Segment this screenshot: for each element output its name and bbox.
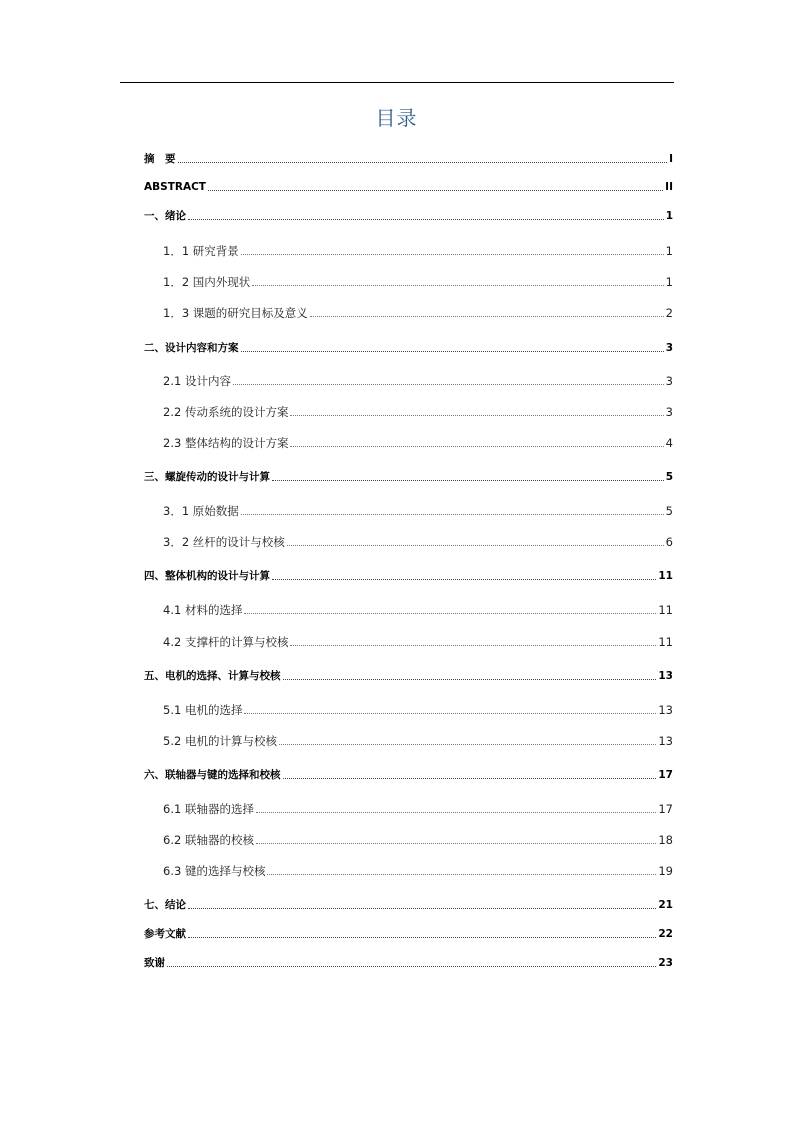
dot-leader xyxy=(267,874,656,875)
toc-entry-label: 2.2 传动系统的设计方案 xyxy=(163,405,289,419)
toc-entry[interactable] xyxy=(163,728,673,748)
toc-entry-page: 17 xyxy=(658,769,673,781)
dot-leader xyxy=(272,579,656,580)
toc-entry-page: 3 xyxy=(665,342,673,354)
toc-entry-page: II xyxy=(665,181,673,193)
toc-entry-page: 1 xyxy=(665,244,673,258)
toc-entry[interactable] xyxy=(144,663,673,683)
header-rule xyxy=(120,82,674,83)
toc-entry[interactable] xyxy=(163,629,673,649)
toc-entry[interactable] xyxy=(163,498,673,518)
toc-entry[interactable] xyxy=(163,269,673,289)
dot-leader xyxy=(279,744,656,745)
toc-entry-page: 13 xyxy=(658,703,673,717)
toc-entry-label: 5.1 电机的选择 xyxy=(163,703,243,717)
toc-entry-label: 6.2 联轴器的校核 xyxy=(163,833,254,847)
toc-entry-label: 3．1 原始数据 xyxy=(163,504,239,518)
toc-entry[interactable] xyxy=(144,950,673,970)
toc-entry-label: 一、绪论 xyxy=(144,210,186,222)
toc-entry-label: 二、设计内容和方案 xyxy=(144,342,239,354)
toc-entry[interactable] xyxy=(144,892,673,912)
toc-entry[interactable] xyxy=(163,858,673,878)
toc-entry-page: 5 xyxy=(665,504,673,518)
dot-leader xyxy=(290,446,663,447)
toc-entry[interactable] xyxy=(144,464,673,484)
toc-entry-label: 三、螺旋传动的设计与计算 xyxy=(144,471,270,483)
toc-entry-label: 五、电机的选择、计算与校核 xyxy=(144,670,281,682)
toc-entry-page: 1 xyxy=(665,210,673,222)
toc-entry-label: 1．1 研究背景 xyxy=(163,244,239,258)
toc-entry-label: 4.1 材料的选择 xyxy=(163,603,243,617)
toc-entry[interactable] xyxy=(144,146,673,166)
toc-entry[interactable] xyxy=(163,597,673,617)
dot-leader xyxy=(256,812,656,813)
toc-entry-page: 22 xyxy=(658,928,673,940)
toc-entry-label: 七、结论 xyxy=(144,899,186,911)
toc-entry[interactable] xyxy=(163,796,673,816)
dot-leader xyxy=(188,908,656,909)
dot-leader xyxy=(167,966,656,967)
dot-leader xyxy=(178,162,668,163)
toc-entry-page: 13 xyxy=(658,670,673,682)
toc-entry[interactable] xyxy=(163,399,673,419)
toc-entry-page: 13 xyxy=(658,734,673,748)
toc-entry-page: 18 xyxy=(658,833,673,847)
toc-entry-label: 5.2 电机的计算与校核 xyxy=(163,734,277,748)
toc-entry-label: 摘 要 xyxy=(144,153,176,165)
toc-entry-page: 3 xyxy=(665,405,673,419)
toc-entry-label: 6.3 键的选择与校核 xyxy=(163,864,266,878)
toc-entry[interactable] xyxy=(163,529,673,549)
toc-entry[interactable] xyxy=(144,335,673,355)
toc-entry-label: 3．2 丝杆的设计与校核 xyxy=(163,535,285,549)
dot-leader xyxy=(233,384,664,385)
toc-entry-label: 1．3 课题的研究目标及意义 xyxy=(163,306,308,320)
dot-leader xyxy=(272,480,664,481)
toc-entry-page: 11 xyxy=(658,603,673,617)
toc-entry-page: 1 xyxy=(665,275,673,289)
toc-entry-label: ABSTRACT xyxy=(144,181,206,193)
toc-entry[interactable] xyxy=(163,300,673,320)
dot-leader xyxy=(241,514,664,515)
toc-entry-page: 11 xyxy=(658,635,673,649)
toc-entry[interactable] xyxy=(144,174,673,194)
toc-entry[interactable] xyxy=(163,697,673,717)
dot-leader xyxy=(241,351,664,352)
toc-title: 目录 xyxy=(375,106,418,130)
toc-entry-label: 四、整体机构的设计与计算 xyxy=(144,570,270,582)
toc-entry-page: I xyxy=(669,153,673,165)
toc-entry-page: 17 xyxy=(658,802,673,816)
dot-leader xyxy=(310,316,664,317)
toc-entry-label: 2.3 整体结构的设计方案 xyxy=(163,436,289,450)
dot-leader xyxy=(290,415,663,416)
dot-leader xyxy=(244,613,656,614)
toc-entry-page: 21 xyxy=(658,899,673,911)
dot-leader xyxy=(283,679,657,680)
toc-entry-label: 4.2 支撑杆的计算与校核 xyxy=(163,635,289,649)
toc-entry-page: 2 xyxy=(665,306,673,320)
toc-entry[interactable] xyxy=(163,238,673,258)
toc-entry[interactable] xyxy=(144,203,673,223)
toc-entry-label: 六、联轴器与键的选择和校核 xyxy=(144,769,281,781)
dot-leader xyxy=(208,190,663,191)
toc-entry-label: 6.1 联轴器的选择 xyxy=(163,802,254,816)
toc-entry-page: 11 xyxy=(658,570,673,582)
dot-leader xyxy=(287,545,664,546)
dot-leader xyxy=(241,254,664,255)
dot-leader xyxy=(188,219,664,220)
toc-entry[interactable] xyxy=(144,563,673,583)
dot-leader xyxy=(188,937,656,938)
toc-entry-page: 6 xyxy=(665,535,673,549)
dot-leader xyxy=(283,778,657,779)
toc-entry-page: 19 xyxy=(658,864,673,878)
toc-entry-page: 3 xyxy=(665,374,673,388)
toc-entry-label: 1．2 国内外现状 xyxy=(163,275,251,289)
toc-entry[interactable] xyxy=(163,430,673,450)
toc-entry-label: 2.1 设计内容 xyxy=(163,374,231,388)
toc-entry-page: 4 xyxy=(665,436,673,450)
toc-entry-label: 参考文献 xyxy=(144,928,186,940)
toc-entry[interactable] xyxy=(144,921,673,941)
toc-entry[interactable] xyxy=(163,827,673,847)
toc-entry-page: 23 xyxy=(658,957,673,969)
toc-entry[interactable] xyxy=(163,368,673,388)
toc-entry[interactable] xyxy=(144,762,673,782)
toc-entry-page: 5 xyxy=(665,471,673,483)
dot-leader xyxy=(290,645,656,646)
dot-leader xyxy=(256,843,656,844)
toc-entry-label: 致谢 xyxy=(144,957,165,969)
dot-leader xyxy=(252,285,663,286)
dot-leader xyxy=(244,713,656,714)
